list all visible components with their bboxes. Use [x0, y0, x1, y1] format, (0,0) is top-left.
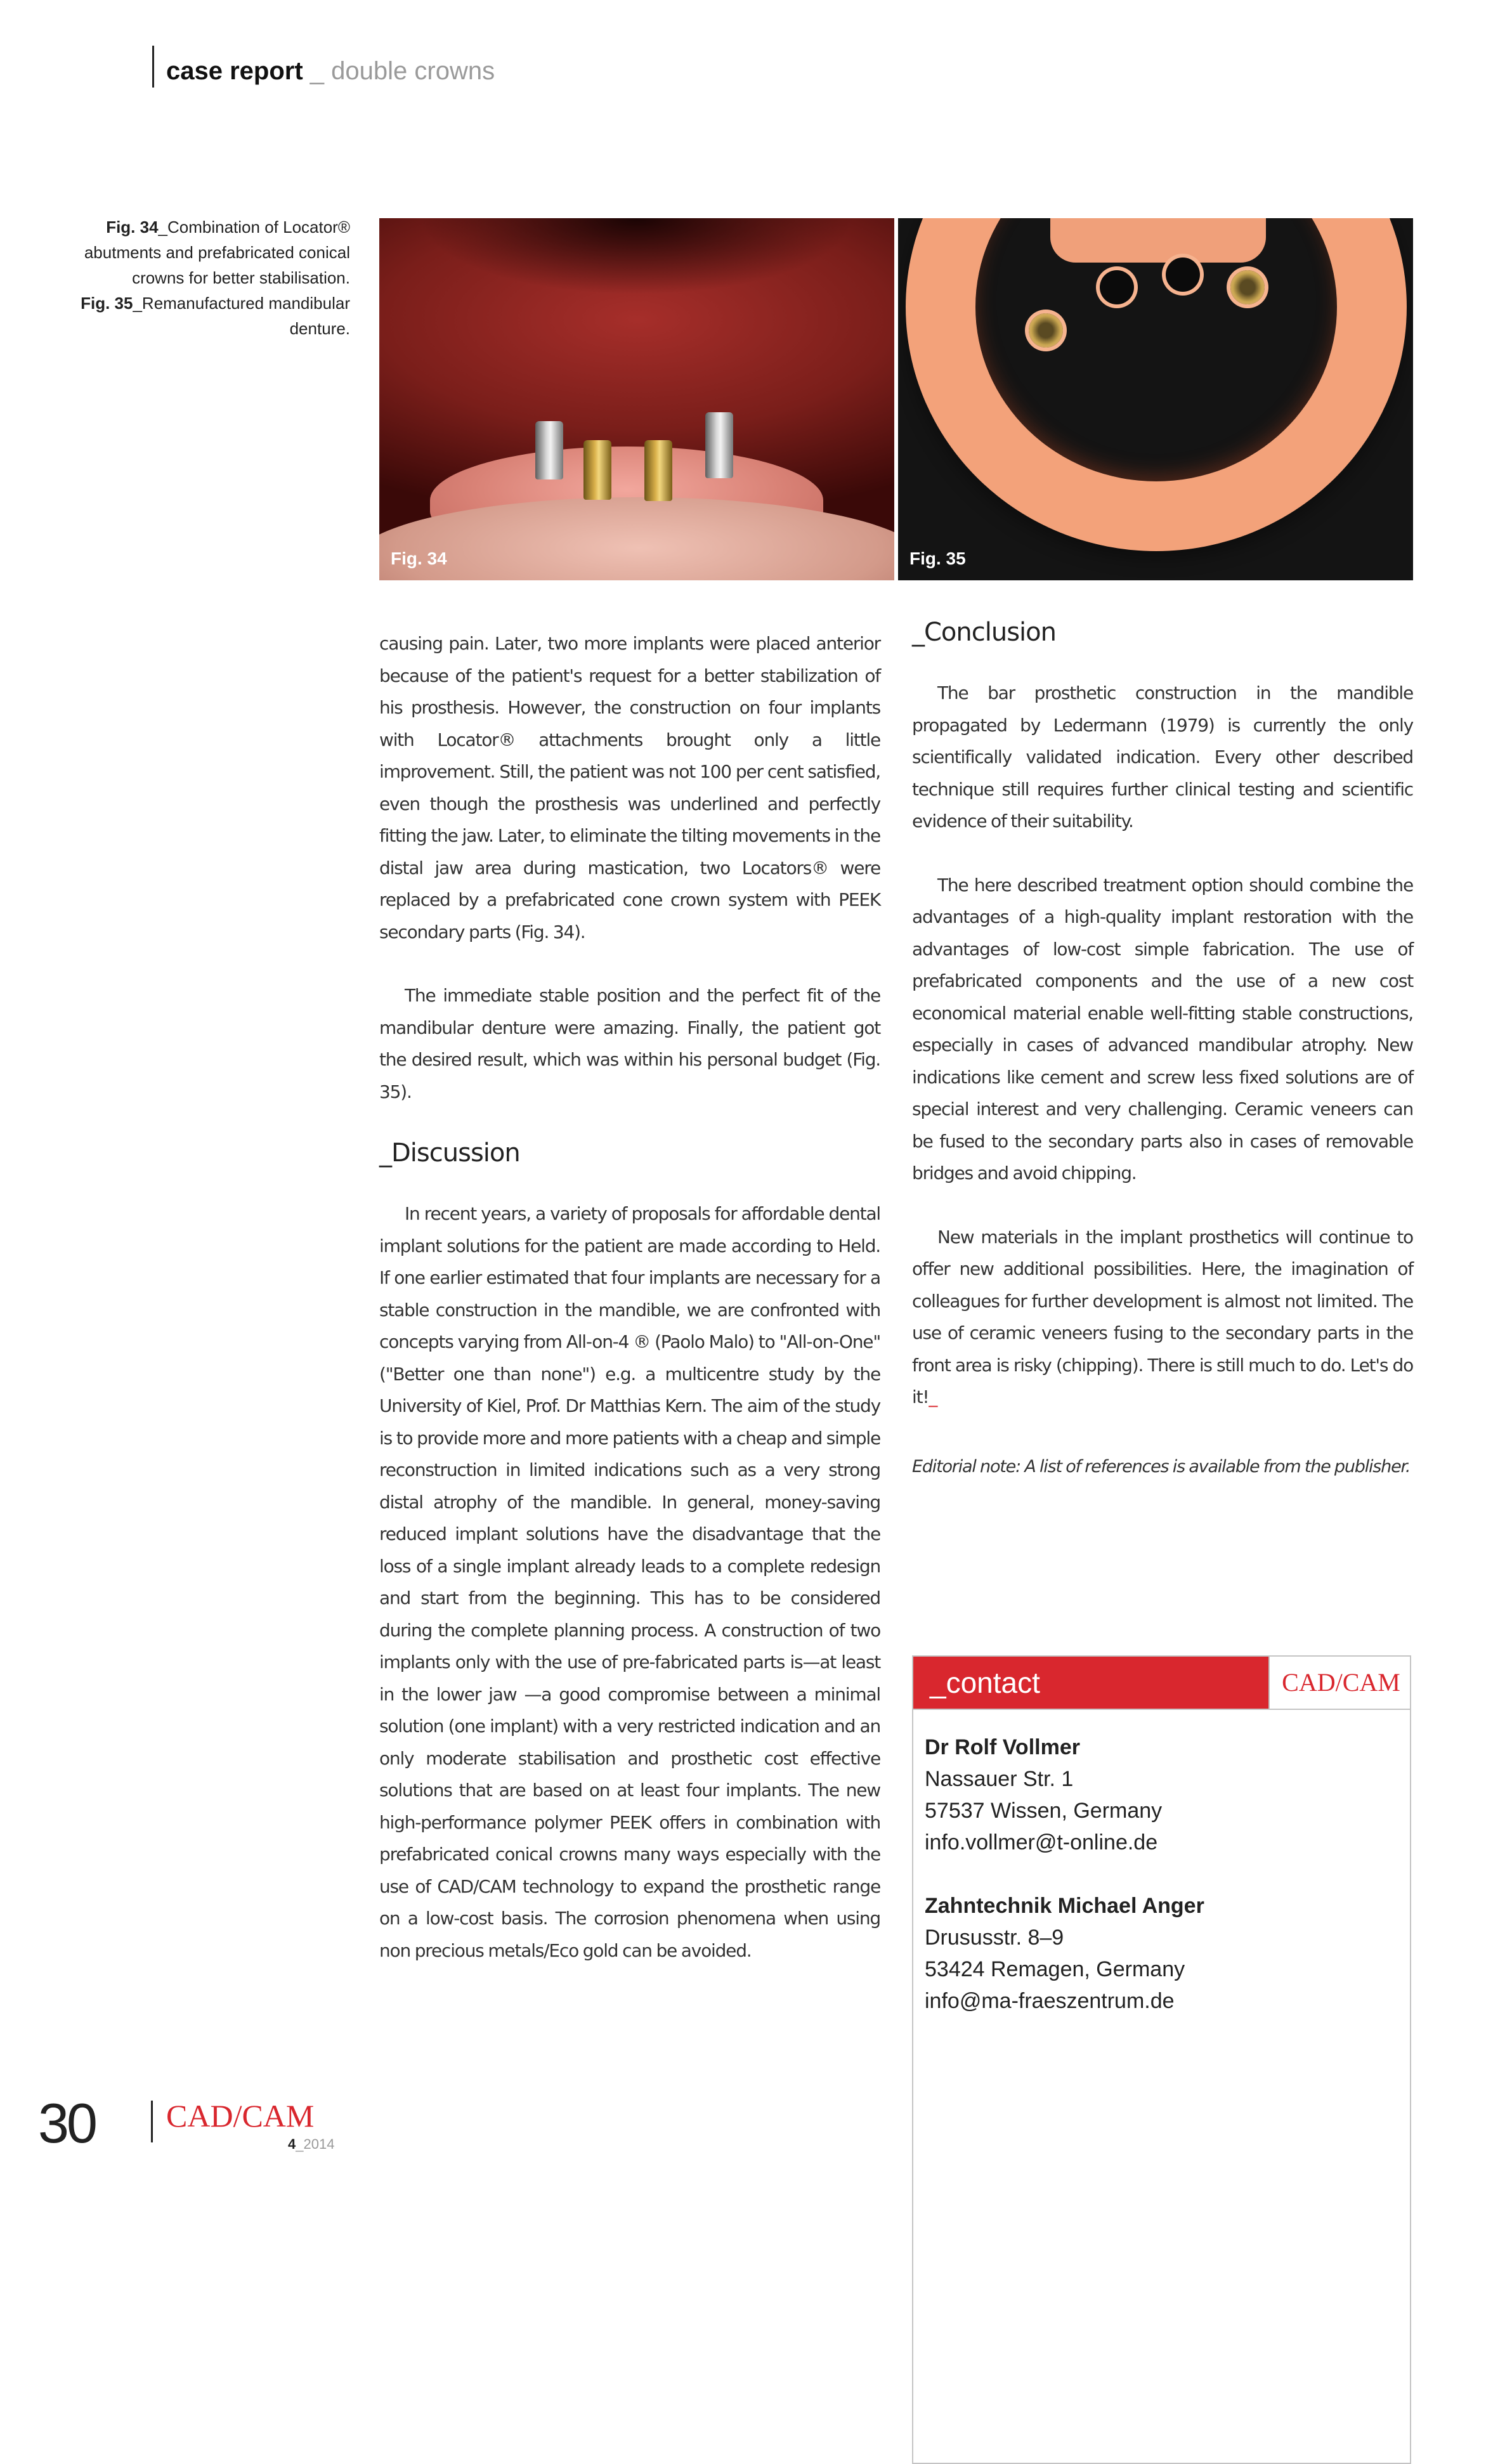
- denture-insert: [1230, 270, 1265, 304]
- contact-title: _contact: [913, 1657, 1268, 1709]
- heading-conclusion: _Conclusion: [912, 618, 1056, 647]
- contact-divider: [913, 1709, 1410, 1710]
- caption-text: _Combination of Locator® abutments and prefabricated conical crowns for better stabilisation.: [84, 218, 350, 287]
- contact-email[interactable]: info.vollmer@t-online.de: [925, 1830, 1158, 1855]
- locator-abutment: [705, 412, 733, 478]
- contact-details: [925, 1731, 1407, 2017]
- header-divider: [152, 46, 154, 88]
- right-column: [912, 615, 1413, 1482]
- denture-hole: [1100, 270, 1134, 304]
- contact-brand: CAD/CAM: [1268, 1657, 1412, 1709]
- paragraph: The immediate stable position and the perfect fit of the mandibular denture were amazing. Finally, the patient got the desired result, which was within his personal budget (Fig. 35).: [379, 985, 880, 1102]
- denture-hole: [1166, 257, 1200, 292]
- conical-crown-abutment: [644, 440, 672, 501]
- caption-fig35: [38, 290, 350, 341]
- figure-captions: [38, 214, 350, 341]
- denture-arch: [906, 218, 1407, 551]
- caption-text: _Remanufactured mandibular denture.: [133, 294, 350, 338]
- contact-city: 57537 Wissen, Germany: [925, 1799, 1163, 1823]
- editorial-note: Editorial note: A list of references is available from the publisher.: [912, 1456, 1411, 1476]
- paragraph: The bar prosthetic construction in the mandible propagated by Ledermann (1979) is currently the only scientifically validated indication. Every other described technique still requires further clinical testing and scientific evidence of their suitability.: [912, 682, 1413, 831]
- contact-city: 53424 Remagen, Germany: [925, 1957, 1185, 1981]
- issue-number: 4: [288, 2136, 296, 2152]
- paragraph: The here described treatment option should combine the advantages of a high-quality implant restoration with the advantages of low-cost simple fabrication. The use of prefabricated components and the use of a new cost economical material enable well-fitting stable constructions, especially in cases of advanced mandibular atrophy. New indications like cement and screw less fixed solutions are of special interest and very challenging. Ceramic veneers can be fused to the secondary parts also in cases of removable bridges and avoid chipping.: [912, 874, 1413, 1183]
- denture-rim: [1050, 218, 1266, 263]
- footer-divider: [151, 2101, 153, 2142]
- contact-email[interactable]: info@ma-fraeszentrum.de: [925, 1989, 1175, 2013]
- header-section: case report: [166, 57, 303, 85]
- figure-34-label: Fig. 34: [391, 549, 447, 568]
- paragraph: In recent years, a variety of proposals for affordable dental implant solutions for the patient are made according to Held. If one earlier estimated that four implants are necessary for a stable construction in the mandible, we are confronted with concepts varying from All-on-4 ® (Paolo Malo) to "All-on-One" ("Better one than none") e.g. a multicentre study by the University of Kiel, Prof. Dr Matthias Kern. The aim of the study is to provide more and more patients with a cheap and simple reconstruction in limited indications such as a very strong distal atrophy of the mandible. In general, money-saving reduced implant solutions have the disadvantage that the loss of a single implant already leads to a complete redesign and start from the beginning. This has to be considered during the complete planning process. A construction of two implants only with the use of pre-fabricated parts is—at least in the lower jaw —a good compromise between a minimal solution (one implant) with a very restricted indication and an only moderate stabilisation and prosthetic cost effective solutions that are based on at least four implants. The new high-performance polymer PEEK offers in combination with prefabricated conical crowns many ways especially with the use of CAD/CAM technology to expand the prosthetic range on a low-cost basis. The corrosion phenomena when using non precious metals/Eco gold can be avoided.: [379, 1203, 880, 1961]
- running-header: [166, 52, 495, 90]
- denture-insert: [1029, 313, 1063, 348]
- caption-label: Fig. 35: [81, 294, 133, 313]
- conical-crown-abutment: [583, 440, 611, 500]
- paragraph: [912, 1222, 1413, 1414]
- contact-name: Dr Rolf Vollmer: [925, 1735, 1080, 1759]
- contact-name: Zahntechnik Michael Anger: [925, 1894, 1204, 1918]
- locator-abutment: [535, 421, 563, 479]
- paragraph-text: New materials in the implant prosthetics will continue to offer new additional possibilities. Here, the imagination of colleagues for further development is almost not limited. The use of ceramic veneers fusing to the secondary parts in the front area is risky (chipping). There is still much to do. Let's do it!: [912, 1226, 1413, 1407]
- left-column: [379, 628, 880, 1967]
- caption-fig34: [38, 214, 350, 290]
- paragraph: causing pain. Later, two more implants were placed anterior because of the patient's request for a better stabilization of his prosthesis. However, the construction on four implants with Locator® attachments brought only a little improvement. Still, the patient was not 100 per cent satisfied, even though the prosthesis was underlined and perfectly fitting the jaw. Later, to eliminate the tilting movements in the distal jaw area during mastication, two Locators® were replaced by a prefabricated cone crown system with PEEK secondary parts (Fig. 34).: [379, 633, 880, 942]
- contact-street: Drususstr. 8–9: [925, 1926, 1064, 1950]
- figure-35-photo: [898, 218, 1413, 580]
- end-mark: _: [929, 1386, 937, 1407]
- contact-entry: [925, 1890, 1407, 2017]
- footer-issue: [288, 2136, 334, 2153]
- issue-year: _2014: [296, 2136, 335, 2152]
- figure-34-photo: [379, 218, 894, 580]
- header-separator: _: [310, 57, 325, 85]
- footer-brand: CAD/CAM: [166, 2098, 315, 2134]
- header-topic: double crowns: [331, 57, 495, 85]
- page-number: 30: [38, 2092, 95, 2154]
- heading-discussion: _Discussion: [379, 1138, 520, 1168]
- contact-entry: [925, 1731, 1407, 1858]
- figure-35-label: Fig. 35: [909, 549, 966, 568]
- contact-street: Nassauer Str. 1: [925, 1767, 1074, 1791]
- caption-label: Fig. 34: [106, 218, 159, 237]
